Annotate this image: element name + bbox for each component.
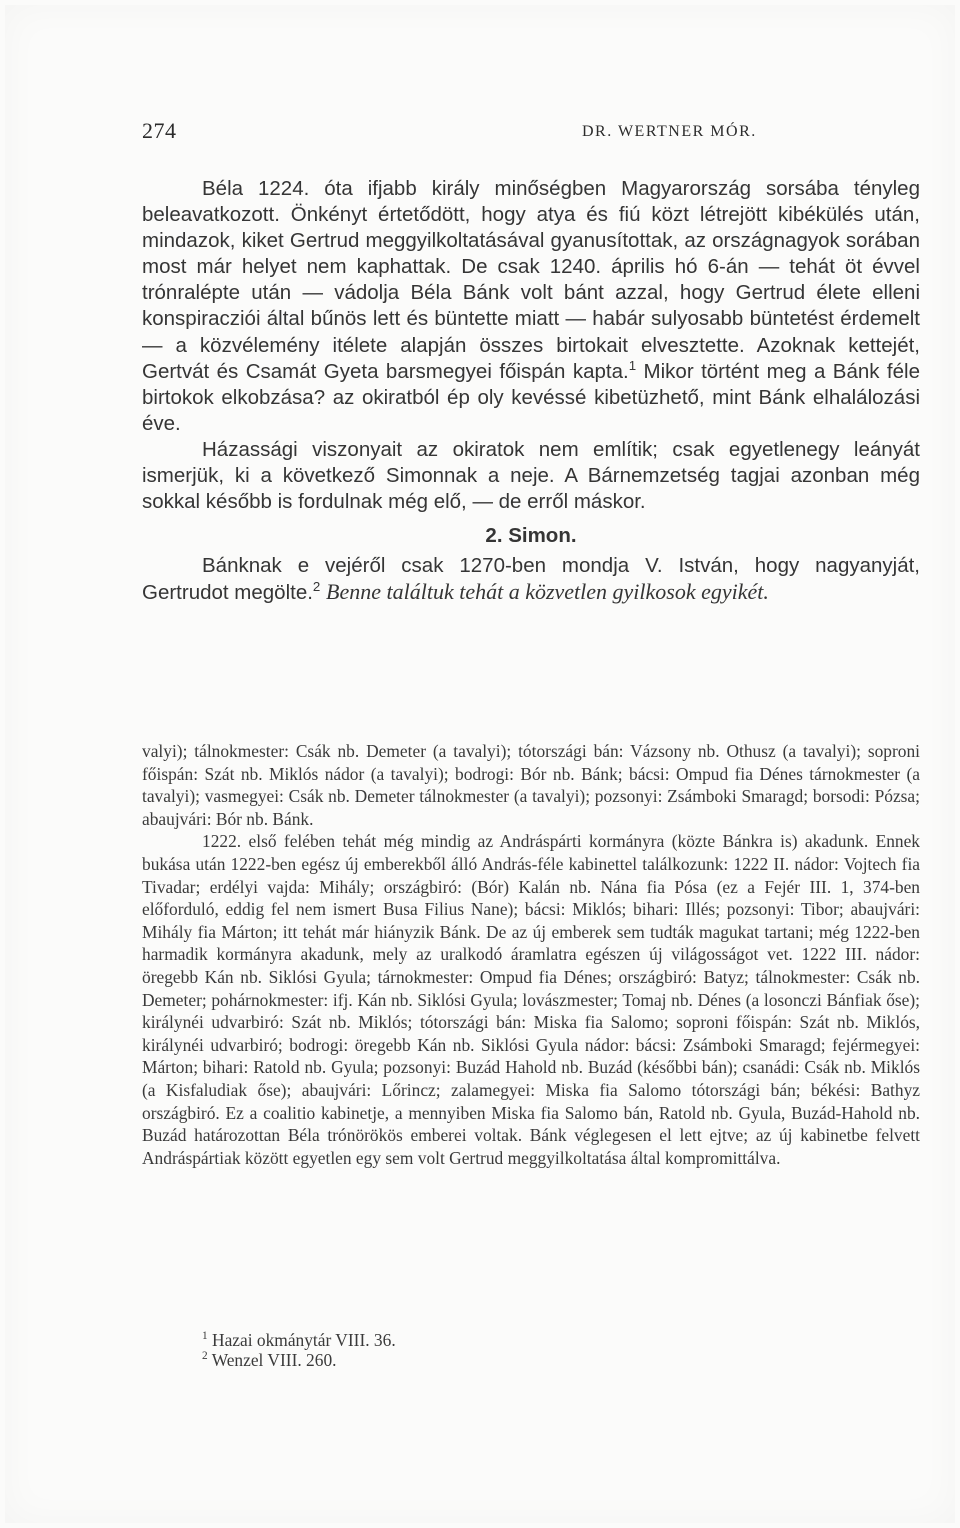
page-number: 274	[142, 118, 177, 143]
note-paragraph-2: 1222. első felében tehát még mindig az Andráspárti kormányra (közte Bánkra is) akadunk. Ennek bukása után 1222-ben egész új emberekből álló András-féle kabinettel találkozunk: 1222 II. nádor: Vojtech fia Tivadar; erdélyi vajda: Mihály; országbiró: (Bór) Kalán nb. Nána fia Pósa (ez a Fejér III. 1, 374-ben előforduló, eddig fel nem ismert Busa Filius Nane); bácsi: Miklós; bihari: Illés; pozsonyi: Tibor; abaujvári: Mihály fia Márton; itt tehát már hiányzik Bánk. De az új emberek sem tudták magukat tartani; még 1222-ben harmadik kormányra akadunk, mely az uralkodó áramlatra egészen új világosságot vet. 1222 III. nádor: öregebb Kán nb. Siklósi Gyula; tárnokmester: Ompud fia Dénes; országbiró: Batyz; tálnokmester: Csák nb. Demeter; pohárnokmester: ifj. Kán nb. Siklósi Gyula; lovászmester; Tomaj nb. Dénes (a losonczi Bánfiak őse); királynéi udvarbiró: Szát nb. Miklós; tótországi bán: Miska fia Salomo; soproni főispán: Szát nb. Miklós, királynéi udvarbiró; bodrogi: öregebb Kán nb. Siklósi Gyula nádor: bácsi: Zsámboki Smaragd; fejérmegyei: Márton; bihari: Ratold nb. Gyula; pozsonyi: Buzád Hahold nb. Buzád (későbbi bán); csanádi: Csák nb. Miklós (a Kisfaludiak őse); abaujvári: Lőrincz; zalamegyei: Miska fia Salomo tótországi bán; békési: Bathyz országbiró. Ez a coalitio kabinetje, a mennyiben Miska fia Salomo bán, Ratold nb. Gyula, Buzád-Hahold nb. Buzád határozottan Béla trónörökös emberei voltak. Bánk véglegesen el lett ejtve; az új kabinetbe felvett Andráspártiak között egyetlen egy sem volt Gertrud meggyilkoltatása által kompromittálva.	[142, 831, 920, 1168]
body-paragraph-3-text: Bánknak e vejéről csak 1270-ben mondja V. István, hogy nagyanyját, Gertrudot megölte.	[142, 554, 920, 605]
footnote-marker: 1	[202, 1330, 208, 1343]
footnote-2	[142, 1350, 920, 1370]
body-paragraph-1-tail: Mikor történt meg a Bánk féle birtokok elkobzása? az okiratból ép oly kevéssé kibetüzhető, mint Bánk elhalálozási éve.	[142, 359, 920, 435]
footnote-ref-1[interactable]: 1	[628, 357, 637, 373]
running-title: DR. WERTNER MÓR.	[582, 123, 757, 140]
body-paragraph-1	[142, 176, 920, 437]
footnote-1	[142, 1330, 920, 1350]
footnote-text: Hazai okmánytár VIII. 36.	[207, 1330, 396, 1350]
footnote-marker: 2	[202, 1350, 208, 1363]
continued-note	[142, 740, 920, 1169]
footnotes	[142, 1330, 920, 1370]
body-paragraph-3	[142, 553, 920, 606]
body-paragraph-3-italic: Benne találtuk tehát a közvetlen gyilkosok egyikét.	[326, 579, 769, 605]
body-paragraph-1-text: Béla 1224. óta ifjabb király minőségben Magyarország sorsába tényleg beleavatkozott. Önkényt értetődött, hogy atya és fiú közt létrejött kibékülés után, mindazok, kiket Gertrud meggyilkoltatásával gyanusítottak, az országnagyok sorában most már helyet nem kaphattak. De csak 1240. április hó 6-án — tehát öt évvel trónralépte után — vádolja Béla Bánk volt bánt azzal, hogy Gertrud élete elleni konspiracziói által bűnös lett és büntette miatt — habár sulyosabb büntetést érdemelt — a közvélemény itélete alapján összes birtokait elvesztette. Azoknak kettejét, Gertvát és Csamát Gyeta barsmegyei főispán kapta.	[142, 177, 920, 383]
body-paragraph-2: Házassági viszonyait az okiratok nem említik; csak egyetlenegy leányát ismerjük, ki a következő Simonnak a neje. A Bárnemzetség tagjai azonban még sokkal később is fordulnak még elő, — de erről máskor.	[142, 437, 920, 514]
footnote-ref-2[interactable]: 2	[312, 579, 321, 595]
running-head	[142, 118, 922, 148]
note-paragraph-1: valyi); tálnokmester: Csák nb. Demeter (a tavalyi); tótországi bán: Vázsony nb. Othusz (a tavalyi); soproni főispán: Szát nb. Miklós nádor (a tavalyi); bodrogi: Bór nb. Bánk; bácsi: Ompud fia Dénes tárnokmester (a tavalyi); vasmegyei: Csák nb. Demeter tálnokmester (a tavalyi); pozsonyi: Zsámboki Smaragd; borsodi: Pózsa; abaujvári: Bór nb. Bánk.	[142, 741, 920, 829]
footnote-text: Wenzel VIII. 260.	[207, 1350, 337, 1370]
section-heading: 2. Simon.	[485, 524, 577, 548]
main-body	[142, 176, 920, 607]
